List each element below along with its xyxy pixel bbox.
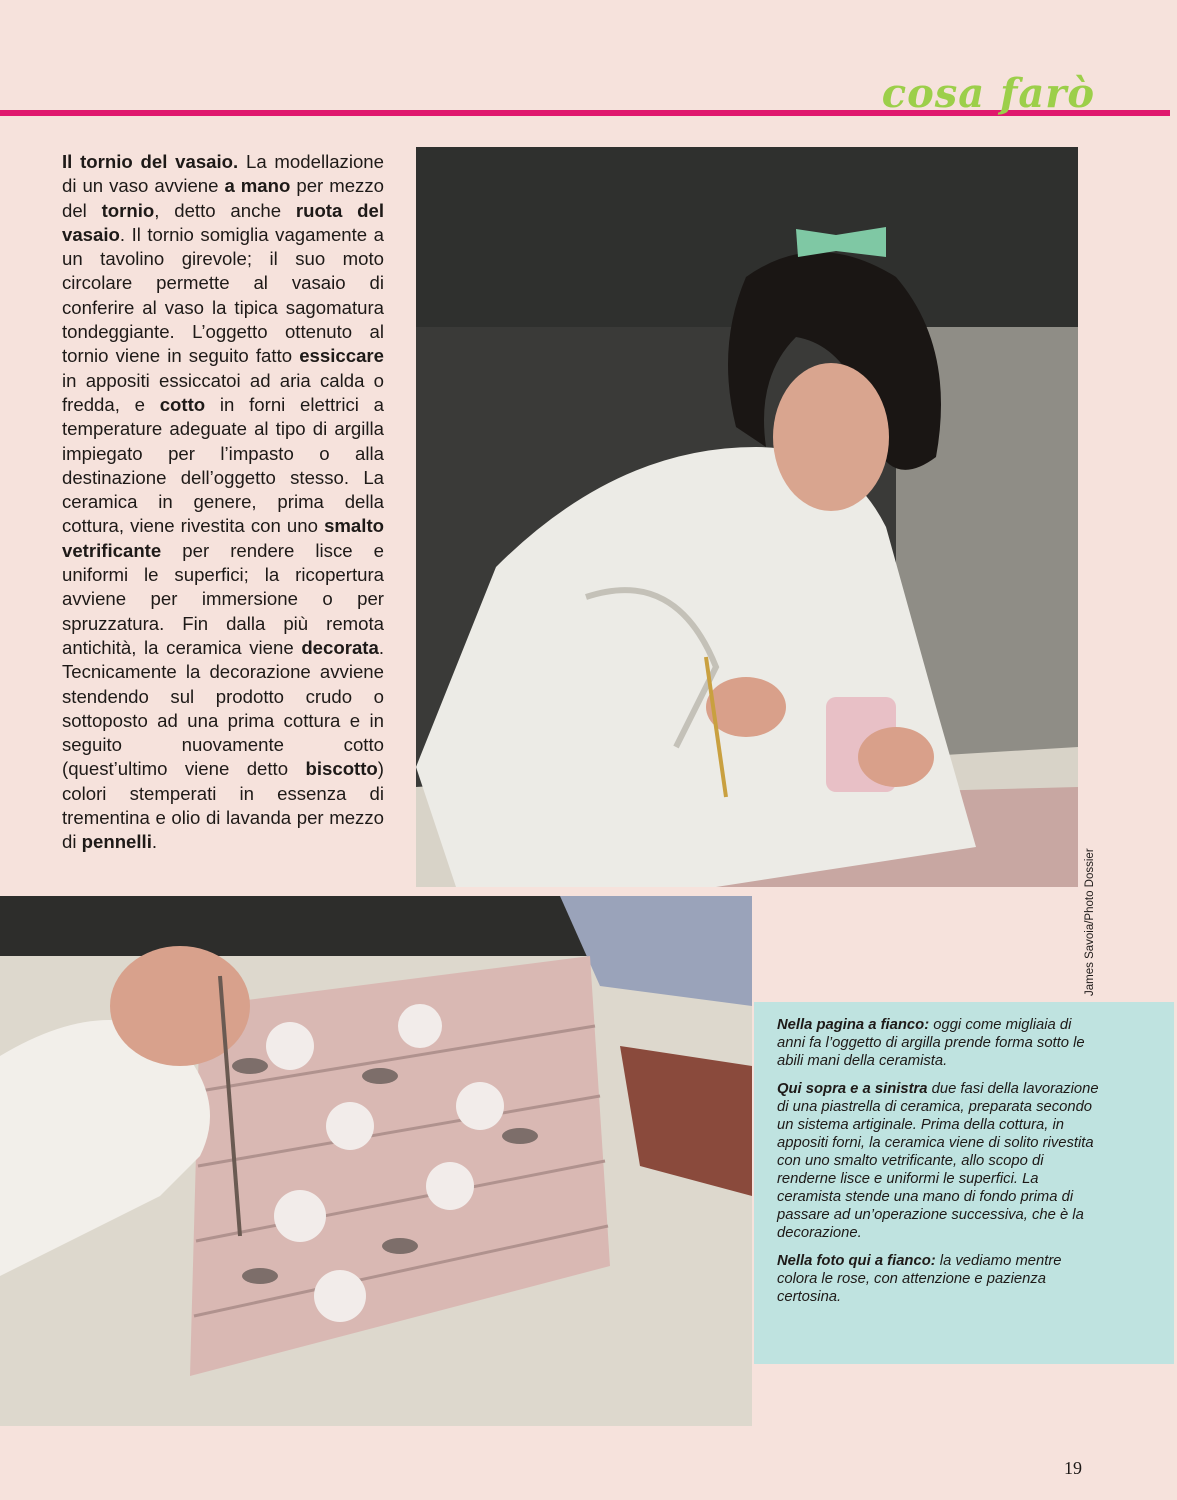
photo-ceramist-painting — [416, 147, 1078, 887]
body-run: per rendere lisce e uniformi le superfici; la ricopertura avviene per immersione o per spruzzatura. Fin dalla più remota antichità, la ceramica viene — [62, 539, 384, 658]
caption-lead: Nella foto qui a fianco: — [777, 1253, 936, 1269]
body-run: in forni elettrici a temperature adeguate al tipo di argilla impiegato per l’impasto o alla destinazione dell’oggetto stesso. La ceramica in genere, prima della cottura, viene rivestita con uno — [62, 393, 385, 537]
body-run: ) colori stemperati in essenza di trementina e olio di lavanda per mezzo di — [62, 758, 384, 853]
article-body — [62, 150, 384, 855]
caption-body: la vediamo mentre colora le rose, con attenzione e pazienza certosina. — [777, 1253, 1062, 1305]
body-bold-run: a mano — [224, 175, 291, 197]
body-bold-run: ruota del vasaio — [62, 199, 385, 245]
caption-paragraph — [777, 1080, 1101, 1242]
body-bold-run: decorata — [301, 636, 379, 658]
photo-credit: James Savoia/Photo Dossier — [1084, 848, 1096, 996]
body-run: in appositi essiccatoi ad aria calda o fredda, e — [62, 369, 384, 415]
body-bold-run: essiccare — [299, 345, 384, 367]
caption-paragraph — [777, 1252, 1101, 1306]
body-bold-run: smalto vetrificante — [62, 515, 384, 561]
body-bold-run: biscotto — [305, 758, 378, 780]
caption-body: due fasi della lavorazione di una piastrella di ceramica, preparata secondo un sistema artiginale. Prima della cottura, in appositi forni, la ceramica viene di solito rivestita con uno smalto vetrificante, allo scopo di renderne lisce e uniformi le superfici. La ceramista stende una mano di fondo prima di passare ad un’operazione successiva, che è la decorazione. — [777, 1081, 1099, 1241]
section-tag: cosa farò — [881, 70, 1095, 117]
body-run: . — [151, 831, 158, 853]
body-bold-run: pennelli — [81, 831, 152, 853]
body-run: , detto anche — [154, 199, 296, 221]
captions — [777, 1016, 1101, 1316]
caption-paragraph — [777, 1016, 1101, 1070]
body-run: per mezzo del — [62, 175, 384, 221]
body-bold-run: tornio — [101, 199, 155, 221]
body-run: La modellazione di un vaso avviene — [62, 151, 384, 197]
caption-lead: Qui sopra e a sinistra — [777, 1081, 928, 1097]
caption-lead: Nella pagina a fianco: — [777, 1017, 930, 1033]
caption-body: oggi come migliaia di anni fa l’oggetto di argilla prende forma sotto le abili mani della ceramista. — [777, 1017, 1085, 1069]
body-bold-run: Il tornio del vasaio. — [62, 151, 239, 172]
body-run: . Tecnicamente la decorazione avviene stendendo sul prodotto crudo o sottoposto ad una prima cottura e in seguito nuovamente cotto (quest’ultimo viene detto — [62, 636, 384, 780]
page-number: 19 — [1064, 1458, 1082, 1478]
body-bold-run: cotto — [159, 393, 206, 415]
body-run: . Il tornio somiglia vagamente a un tavolino girevole; il suo moto circolare permette al vasaio di conferire al vaso la tipica sagomatura tondeggiante. L’oggetto ottenuto al tornio viene in seguito fatto — [62, 223, 384, 367]
photo-painting-roses — [0, 896, 752, 1426]
